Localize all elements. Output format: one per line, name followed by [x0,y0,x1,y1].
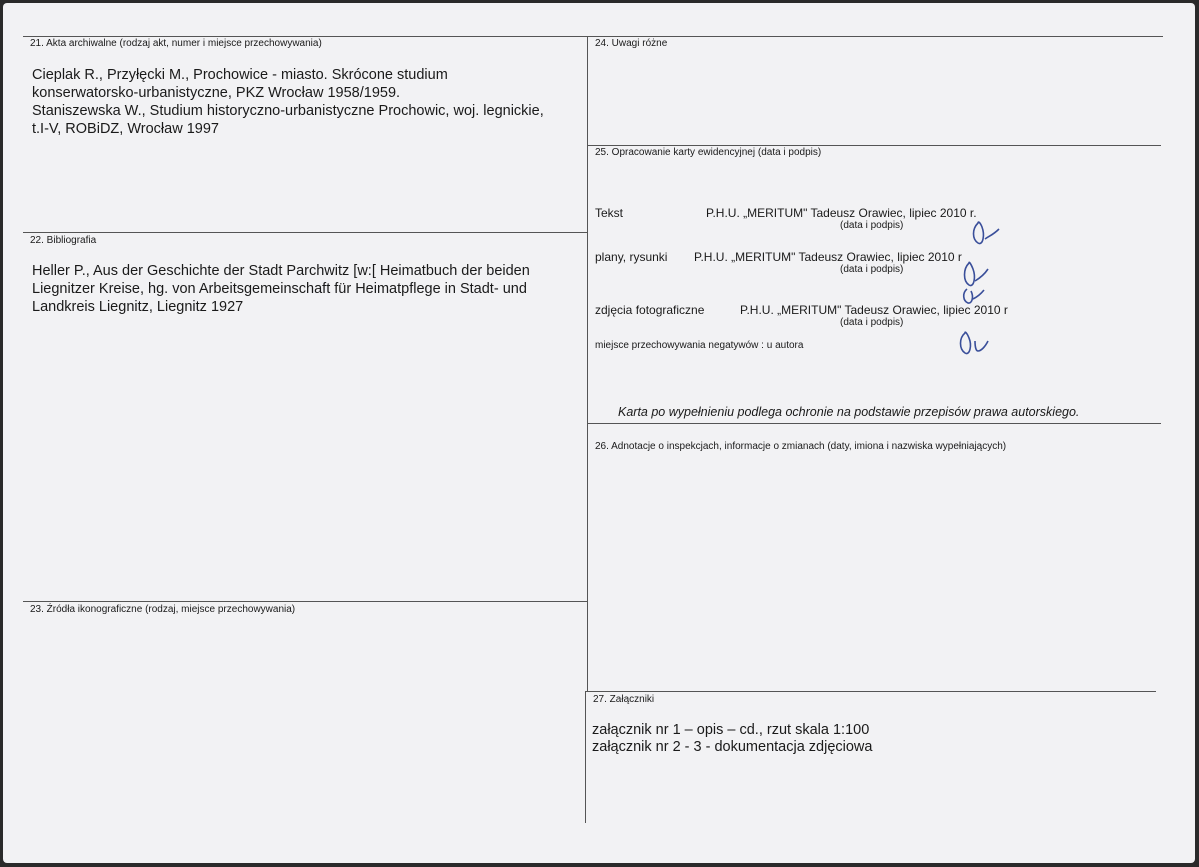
row-photos-key: zdjęcia fotograficzne [595,303,705,317]
row-plans-key: plany, rysunki [595,250,668,264]
section-23-label: 23. Źródła ikonograficzne (rodzaj, miejsce przechowywania) [30,604,296,615]
row-plans-value: P.H.U. „MERITUM" Tadeusz Orawiec, lipiec 2010 r [694,250,962,264]
row-photos-value: P.H.U. „MERITUM" Tadeusz Orawiec, lipiec 2010 r [740,303,1008,317]
section-22-label: 22. Bibliografia [30,235,97,246]
section-27-label: 27. Załączniki [593,694,655,705]
section-26-label: 26. Adnotacje o inspekcjach, informacje o zmianach (daty, imiona i nazwiska wypełniających) [595,441,1007,452]
section-22-line-1: Heller P., Aus der Geschichte der Stadt Parchwitz [w:[ Heimatbuch der beiden [32,263,530,279]
section-27-line-2: załącznik nr 2 - 3 - dokumentacja zdjęciowa [592,739,873,755]
section-21-line-2: konserwatorsko-urbanistyczne, PKZ Wrocław 1958/1959. [32,85,401,101]
rule-24-25 [587,145,1161,146]
row-photos-sub: (data i podpis) [840,317,904,328]
center-divider-upper [587,36,588,691]
row-text-value: P.H.U. „MERITUM" Tadeusz Orawiec, lipiec 2010 r. [706,206,977,220]
rule-22-23 [23,601,587,602]
section-21-line-1: Cieplak R., Przyłęcki M., Prochowice - miasto. Skrócone studium [32,67,448,83]
section-22-line-3: Landkreis Liegnitz, Liegnitz 1927 [32,299,244,315]
section-21-label: 21. Akta archiwalne (rodzaj akt, numer i miejsce przechowywania) [30,38,322,49]
rule-26-27 [585,691,1156,692]
row-plans-sub: (data i podpis) [840,264,904,275]
rule-21-22 [23,232,587,233]
section-24-label: 24. Uwagi różne [595,38,668,49]
section-27-line-1: załącznik nr 1 – opis – cd., rzut skala 1:100 [592,722,870,738]
copyright-notice: Karta po wypełnieniu podlega ochronie na podstawie przepisów prawa autorskiego. [618,405,1080,419]
section-22-line-2: Liegnitzer Kreise, hg. von Arbeitsgemeinschaft für Heimatpflege in Stadt- und [32,281,527,297]
row-text-sub: (data i podpis) [840,220,904,231]
top-rule [23,36,1163,37]
section-25-label: 25. Opracowanie karty ewidencyjnej (data i podpis) [595,147,822,158]
signature-1-icon [969,217,1003,249]
section-21-line-4: t.I-V, ROBiDZ, Wrocław 1997 [32,121,219,137]
signature-2-icon [959,259,993,305]
negatives-location: miejsce przechowywania negatywów : u autora [595,340,804,351]
record-card [3,3,1195,863]
signature-3-icon [955,329,991,359]
center-divider-lower [585,691,586,823]
row-text-key: Tekst [595,206,624,220]
section-21-line-3: Staniszewska W., Studium historyczno-urbanistyczne Prochowic, woj. legnickie, [32,103,544,119]
rule-25-26 [587,423,1161,424]
